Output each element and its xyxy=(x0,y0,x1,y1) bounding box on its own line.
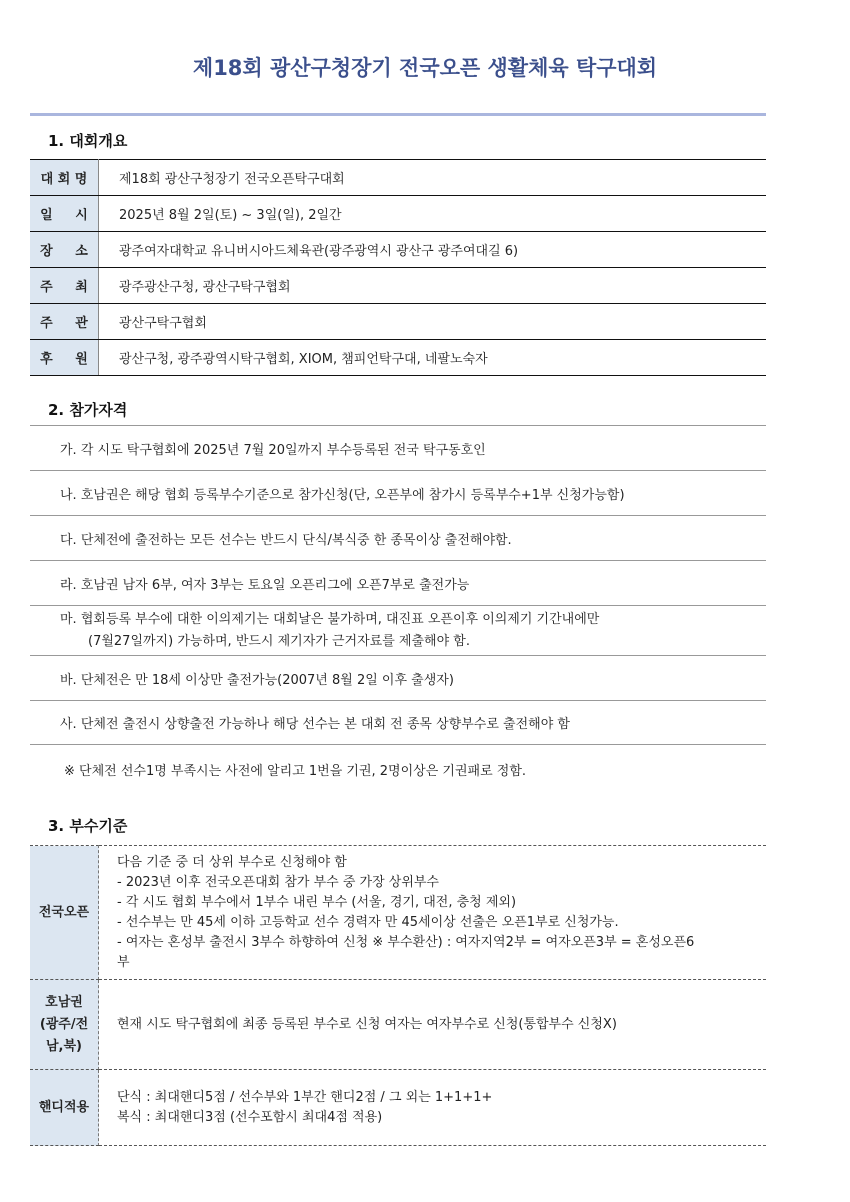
list-item-text: 마. 협회등록 부수에 대한 이의제기는 대회날은 불가하며, 대진표 오픈이후 이의제기 기간내에만 xyxy=(60,611,600,627)
row-label xyxy=(30,846,99,980)
rank-line: - 여자는 혼성부 출전시 3부수 하향하여 신청 ※ 부수환산) : 여자지역2부 = 여자오픈3부 = 혼성오픈6 xyxy=(117,934,695,950)
table-row xyxy=(30,980,766,1070)
rank-criteria-table xyxy=(30,845,766,1146)
row-value: 광산구청, 광주광역시탁구협회, XIOM, 챔피언탁구대, 네팔노숙자 xyxy=(99,340,767,376)
row-value: 2025년 8월 2일(토) ~ 3일(일), 2일간 xyxy=(99,196,767,232)
list-item-text: 다. 단체전에 출전하는 모든 선수는 반드시 단식/복식중 한 종목이상 출전해야함. xyxy=(60,532,512,548)
row-value: 광주여자대학교 유니버시아드체육관(광주광역시 광산구 광주여대길 6) xyxy=(99,232,767,268)
table-row xyxy=(30,1070,766,1146)
row-value xyxy=(99,846,767,980)
row-value xyxy=(99,1070,767,1146)
section-heading-rank-criteria: 3. 부수기준 xyxy=(48,817,128,835)
table-row xyxy=(30,340,766,376)
overview-table xyxy=(30,159,766,376)
row-label: 장 소 xyxy=(30,232,99,268)
row-label: 주 최 xyxy=(30,268,99,304)
list-item xyxy=(30,470,766,515)
rank-line: - 각 시도 협회 부수에서 1부수 내린 부수 (서울, 경기, 대전, 충청 제외) xyxy=(117,894,517,910)
list-item-text: 라. 호남권 남자 6부, 여자 3부는 토요일 오픈리그에 오픈7부로 출전가능 xyxy=(60,577,470,593)
rank-line: - 2023년 이후 전국오픈대회 참가 부수 중 가장 상위부수 xyxy=(117,874,439,890)
row-label: 대 회 명 xyxy=(30,160,99,196)
list-item-text: 사. 단체전 출전시 상향출전 가능하나 해당 선수는 본 대회 전 종목 상향부수로 출전해야 함 xyxy=(60,717,570,732)
list-item xyxy=(30,700,766,745)
table-row xyxy=(30,196,766,232)
row-value xyxy=(99,980,767,1070)
qualification-list xyxy=(30,425,766,745)
list-item xyxy=(30,655,766,700)
table-row xyxy=(30,268,766,304)
table-row xyxy=(30,304,766,340)
row-label-text: 호남권 xyxy=(45,994,83,1010)
team-event-note: ※ 단체전 선수1명 부족시는 사전에 알리고 1번을 기권, 2명이상은 기권패로 정함. xyxy=(64,764,527,779)
list-item-text-continued: (7월27일까지) 가능하며, 반드시 제기자가 근거자료를 제출해야 함. xyxy=(88,633,470,649)
rank-line: 현재 시도 탁구협회에 최종 등록된 부수로 신청 여자는 여자부수로 신청(통합부수 신청X) xyxy=(117,1016,617,1032)
row-label: 후 원 xyxy=(30,340,99,376)
row-value: 광산구탁구협회 xyxy=(99,304,767,340)
table-row xyxy=(30,160,766,196)
section-heading-qualification: 2. 참가자격 xyxy=(48,401,128,419)
row-label xyxy=(30,1070,99,1146)
row-label-text: 핸디적용 xyxy=(38,1099,90,1115)
page-title: 제18회 광산구청장기 전국오픈 생활체육 탁구대회 xyxy=(192,56,658,80)
row-label-text: (광주/전 xyxy=(39,1016,89,1032)
row-label: 일 시 xyxy=(30,196,99,232)
list-item xyxy=(30,605,766,655)
list-item xyxy=(30,560,766,605)
rank-line: 다음 기준 중 더 상위 부수로 신청해야 함 xyxy=(117,854,347,870)
list-item xyxy=(30,425,766,470)
rank-line: - 선수부는 만 45세 이하 고등학교 선수 경력자 만 45세이상 선출은 오픈1부로 신청가능. xyxy=(117,914,619,930)
row-value: 제18회 광산구청장기 전국오픈탁구대회 xyxy=(99,160,767,196)
row-label-text: 전국오픈 xyxy=(38,904,90,920)
row-label: 주 관 xyxy=(30,304,99,340)
list-item-text: 나. 호남권은 해당 협회 등록부수기준으로 참가신청(단, 오픈부에 참가시 등록부수+1부 신청가능함) xyxy=(60,487,625,503)
rank-line: 부 xyxy=(117,954,130,970)
title-divider xyxy=(30,113,766,116)
row-value: 광주광산구청, 광산구탁구협회 xyxy=(99,268,767,304)
list-item-text: 가. 각 시도 탁구협회에 2025년 7월 20일까지 부수등록된 전국 탁구동호인 xyxy=(60,442,486,458)
table-row xyxy=(30,232,766,268)
table-row xyxy=(30,846,766,980)
row-label xyxy=(30,980,99,1070)
rank-line: 단식 : 최대핸디5점 / 선수부와 1부간 핸디2점 / 그 외는 1+1+1+ xyxy=(117,1089,493,1105)
list-item xyxy=(30,515,766,560)
rank-line: 복식 : 최대핸디3점 (선수포함시 최대4점 적용) xyxy=(117,1109,383,1125)
row-label-text: 남,북) xyxy=(46,1038,82,1054)
list-item-text: 바. 단체전은 만 18세 이상만 출전가능(2007년 8월 2일 이후 출생자) xyxy=(60,672,454,688)
section-heading-overview: 1. 대회개요 xyxy=(48,132,128,150)
